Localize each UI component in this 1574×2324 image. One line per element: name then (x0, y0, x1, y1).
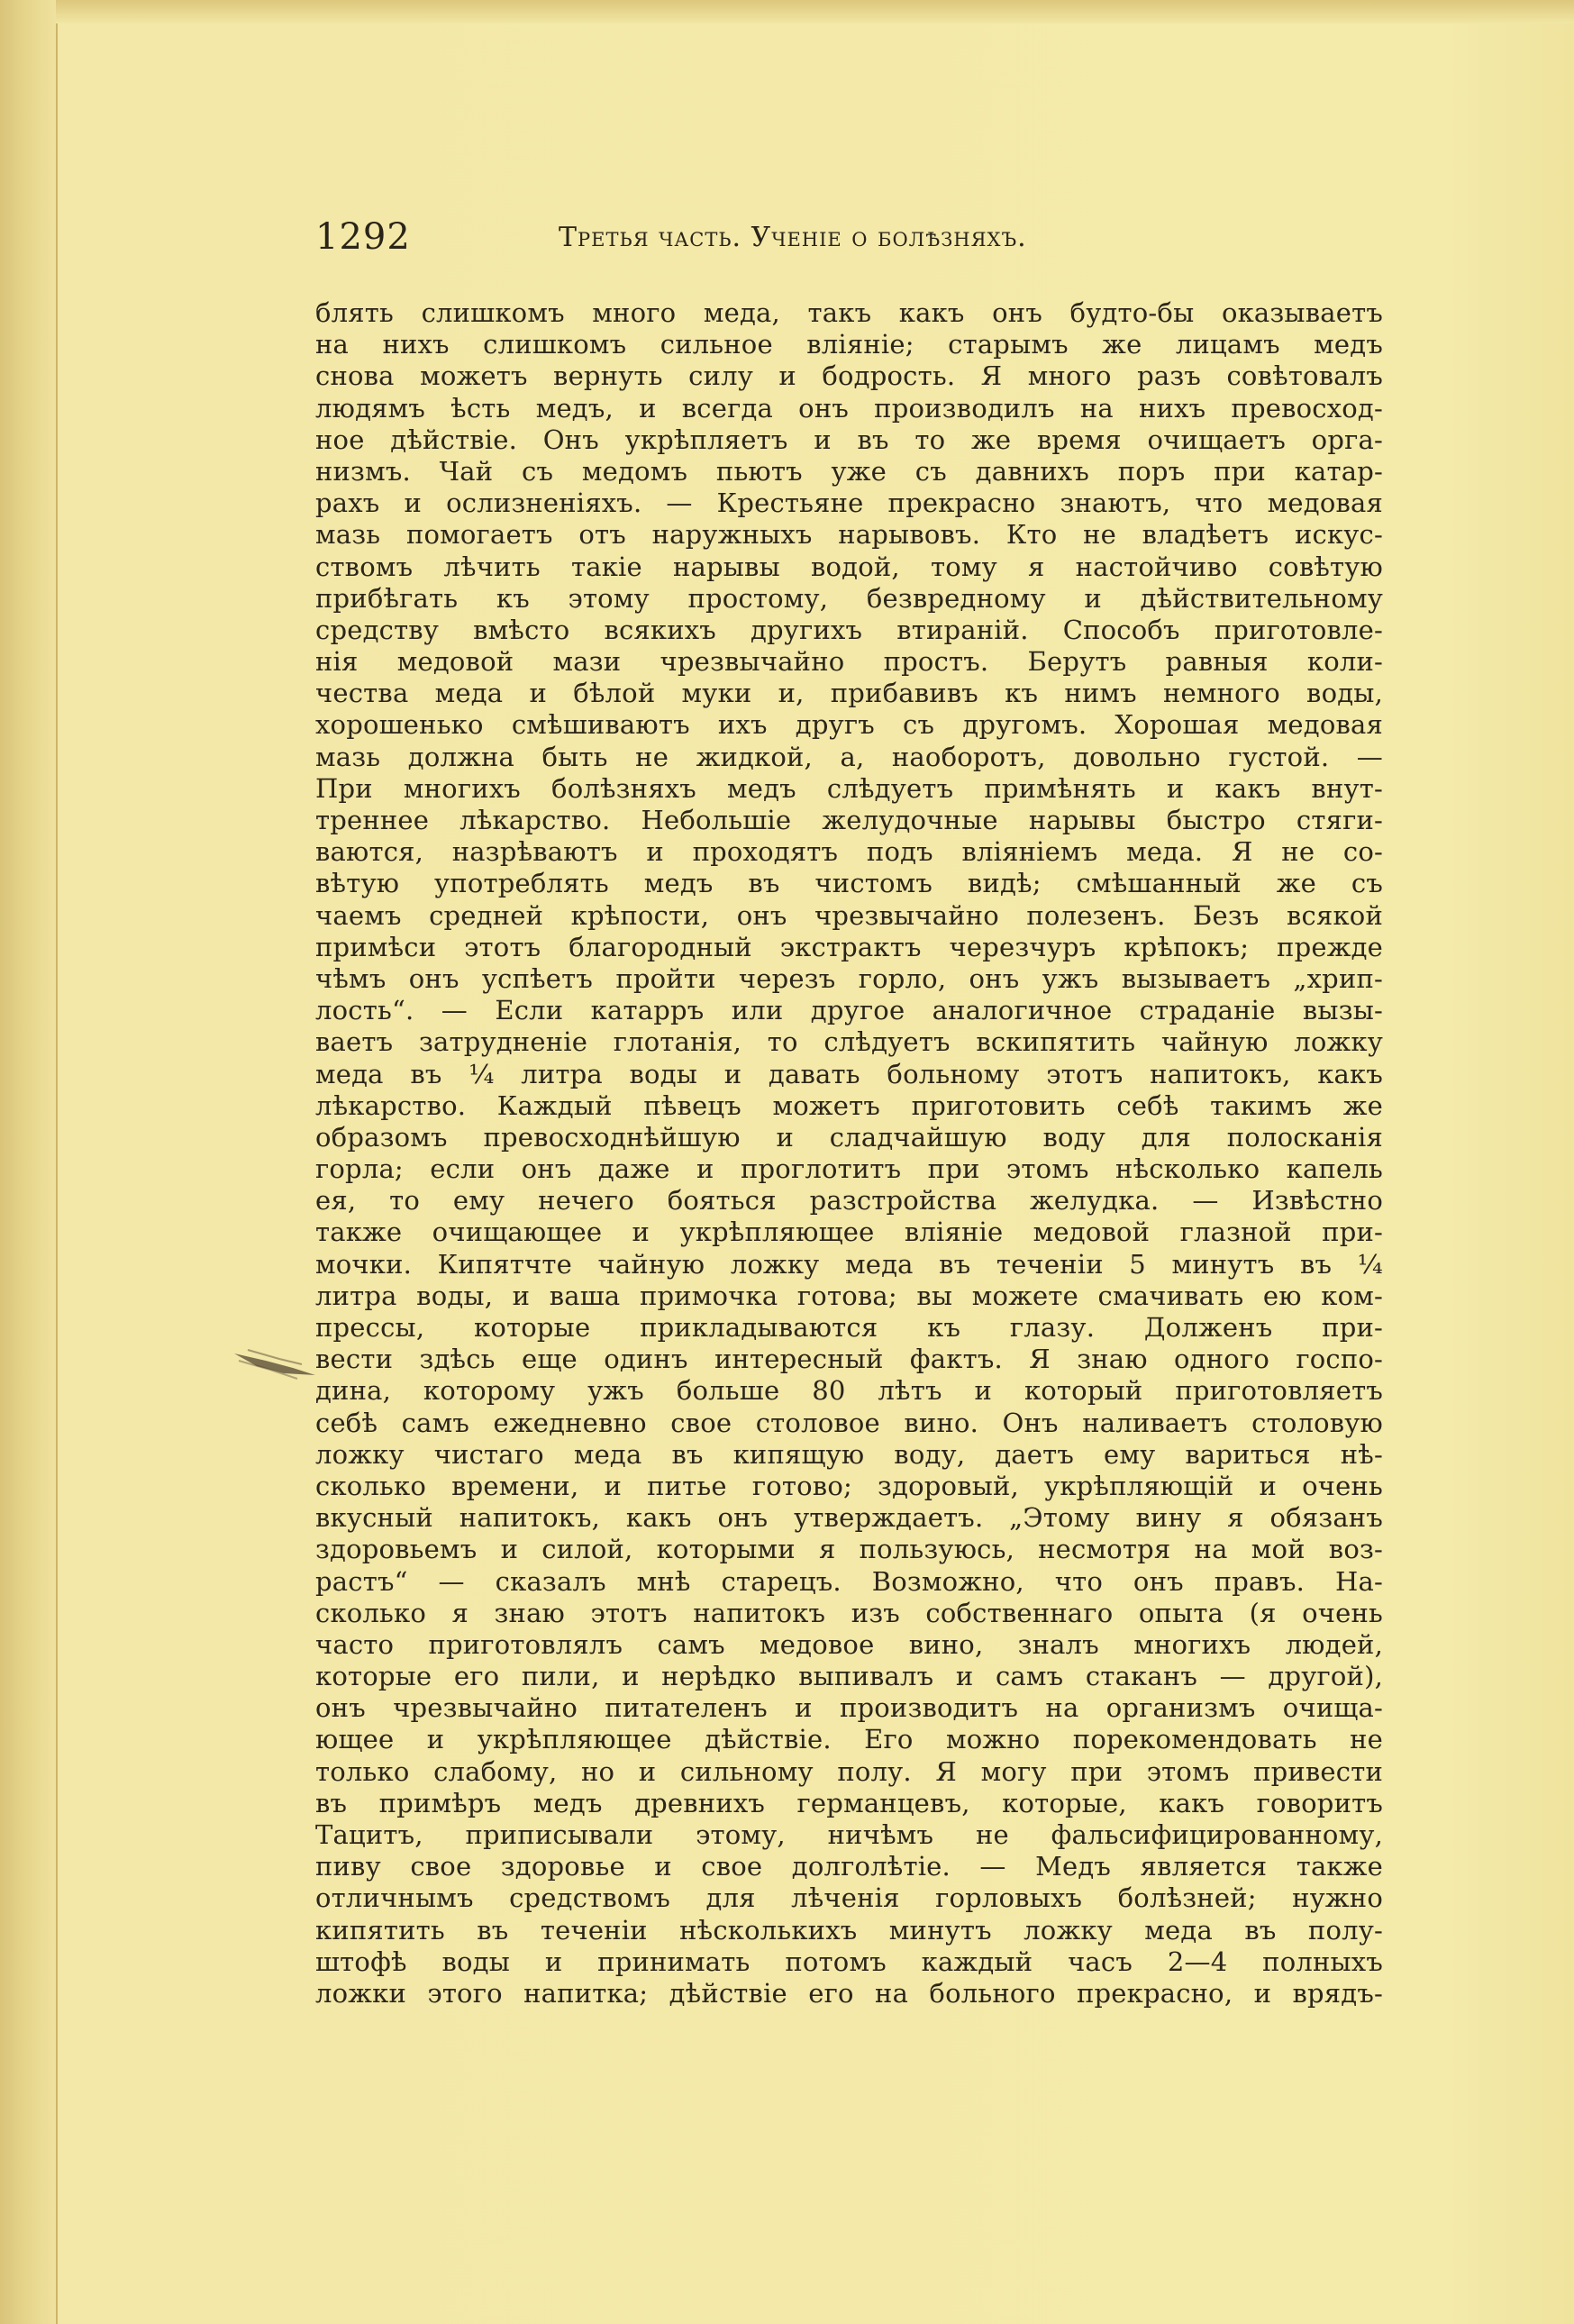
text-line: низмъ. Чай съ медомъ пьютъ уже съ давнихъ поръ при катар- (315, 455, 1383, 487)
text-line: чества меда и бѣлой муки и, прибавивъ къ нимъ немного воды, (315, 678, 1383, 709)
text-line: часто приготовлялъ самъ медовое вино, зналъ многихъ людей, (315, 1628, 1383, 1660)
text-line: ющее и укрѣпляющее дѣйствіе. Его можно порекомендовать не (315, 1724, 1383, 1755)
page-left-edge (0, 0, 58, 2324)
text-line: лѣкарство. Каждый пѣвецъ можетъ приготовить себѣ такимъ же (315, 1089, 1383, 1121)
text-line: примѣси этотъ благородный экстрактъ черезчуръ крѣпокъ; прежде (315, 931, 1383, 962)
ink-smudge-mark (230, 1334, 365, 1397)
text-line: литра воды, и ваша примочка готова; вы можете смачивать ею ком- (315, 1280, 1383, 1311)
text-line: пиву свое здоровье и свое долголѣтіе. — Медъ является также (315, 1851, 1383, 1882)
text-line: ваетъ затрудненіе глотанія, то слѣдуетъ вскипятить чайную ложку (315, 1026, 1383, 1058)
text-line: онъ чрезвычайно питателенъ и производитъ на организмъ очища- (315, 1692, 1383, 1724)
text-line: прибѣгать къ этому простому, безвредному и дѣйствительному (315, 582, 1383, 614)
running-title: Третья часть. Ученіе о болѣзняхъ. (559, 222, 1027, 253)
text-line: ложки этого напитка; дѣйствіе его на больного прекрасно, и врядъ- (315, 1977, 1383, 2009)
text-line: растъ“ — сказалъ мнѣ старецъ. Возможно, что онъ правъ. На- (315, 1565, 1383, 1597)
text-line: на нихъ слишкомъ сильное вліяніе; старымъ же лицамъ медъ (315, 329, 1383, 360)
text-line: себѣ самъ ежедневно свое столовое вино. Онъ наливаетъ столовую (315, 1407, 1383, 1438)
text-line: штофѣ воды и принимать потомъ каждый часъ 2—4 полныхъ (315, 1946, 1383, 1977)
text-line: рахъ и ослизненіяхъ. — Крестьяне прекрасно знаютъ, что медовая (315, 488, 1383, 519)
text-line: отличнымъ средствомъ для лѣченія горловыхъ болѣзней; нужно (315, 1882, 1383, 1914)
text-line: ваются, назрѣваютъ и проходятъ подъ вліяніемъ меда. Я не со- (315, 836, 1383, 868)
text-line: кипятить въ теченіи нѣсколькихъ минутъ ложку меда въ полу- (315, 1914, 1383, 1946)
text-line: вкусный напитокъ, какъ онъ утверждаетъ. „Этому вину я обязанъ (315, 1502, 1383, 1534)
text-line: только слабому, но и сильному полу. Я могу при этомъ привести (315, 1755, 1383, 1787)
text-line: горла; если онъ даже и проглотитъ при этомъ нѣсколько капель (315, 1153, 1383, 1185)
text-line: прессы, которые прикладываются къ глазу. Долженъ при- (315, 1312, 1383, 1343)
text-line: средству вмѣсто всякихъ другихъ втираній. Способъ приготовле- (315, 614, 1383, 645)
text-line: меда въ ¼ литра воды и давать больному этотъ напитокъ, какъ (315, 1058, 1383, 1089)
text-line: сколько времени, и питье готово; здоровый, укрѣпляющій и очень (315, 1470, 1383, 1501)
page-top-edge (56, 0, 1574, 23)
text-line: вести здѣсь еще одинъ интересный фактъ. Я знаю одного госпо- (315, 1344, 1383, 1375)
text-line: здоровьемъ и силой, которыми я пользуюсь, несмотря на мой воз- (315, 1534, 1383, 1565)
text-line: нія медовой мази чрезвычайно простъ. Берутъ равныя коли- (315, 646, 1383, 678)
text-line: ствомъ лѣчить такіе нарывы водой, тому я настойчиво совѣтую (315, 551, 1383, 582)
text-line: При многихъ болѣзняхъ медъ слѣдуетъ примѣнять и какъ внут- (315, 772, 1383, 804)
page-number: 1292 (315, 216, 411, 258)
text-line: ное дѣйствіе. Онъ укрѣпляетъ и въ то же время очищаетъ орга- (315, 424, 1383, 455)
page-header (315, 216, 1383, 270)
text-line: которые его пили, и нерѣдко выпивалъ и самъ стаканъ — другой), (315, 1661, 1383, 1692)
text-line: чѣмъ онъ успѣетъ пройти черезъ горло, онъ ужъ вызываетъ „хрип- (315, 962, 1383, 994)
text-line: блять слишкомъ много меда, такъ какъ онъ будто-бы оказываетъ (315, 297, 1383, 328)
text-line: хорошенько смѣшиваютъ ихъ другъ съ другомъ. Хорошая медовая (315, 709, 1383, 741)
text-line: мазь должна быть не жидкой, а, наоборотъ, довольно густой. — (315, 741, 1383, 772)
text-line: лость“. — Если катарръ или другое аналогичное страданіе вызы- (315, 995, 1383, 1026)
text-line: въ примѣръ медъ древнихъ германцевъ, которые, какъ говоритъ (315, 1787, 1383, 1818)
text-line: мочки. Кипятчте чайную ложку меда въ теченіи 5 минутъ въ ¼ (315, 1248, 1383, 1280)
text-line: чаемъ средней крѣпости, онъ чрезвычайно полезенъ. Безъ всякой (315, 899, 1383, 931)
text-line: мазь помогаетъ отъ наружныхъ нарывовъ. Кто не владѣетъ искус- (315, 519, 1383, 551)
text-line: также очищающее и укрѣпляющее вліяніе медовой глазной при- (315, 1217, 1383, 1248)
text-line: ложку чистаго меда въ кипящую воду, даетъ ему вариться нѣ- (315, 1438, 1383, 1470)
text-line: людямъ ѣсть медъ, и всегда онъ производилъ на нихъ превосход- (315, 392, 1383, 424)
text-line: треннее лѣкарство. Небольшіе желудочные нарывы быстро стяги- (315, 805, 1383, 835)
text-line: вѣтую употреблять медъ въ чистомъ видѣ; смѣшанный же съ (315, 868, 1383, 899)
text-line: Тацитъ, приписывали этому, ничѣмъ не фальсифицированному, (315, 1819, 1383, 1850)
text-line: дина, которому ужъ больше 80 лѣтъ и который приготовляетъ (315, 1375, 1383, 1407)
text-line: ея, то ему нечего бояться разстройства желудка. — Извѣстно (315, 1185, 1383, 1217)
text-line: образомъ превосходнѣйшую и сладчайшую воду для полосканія (315, 1121, 1383, 1153)
body-text (315, 297, 1383, 2010)
text-line: сколько я знаю этотъ напитокъ изъ собственнаго опыта (я очень (315, 1597, 1383, 1628)
text-line: снова можетъ вернуть силу и бодрость. Я много разъ совѣтовалъ (315, 360, 1383, 392)
